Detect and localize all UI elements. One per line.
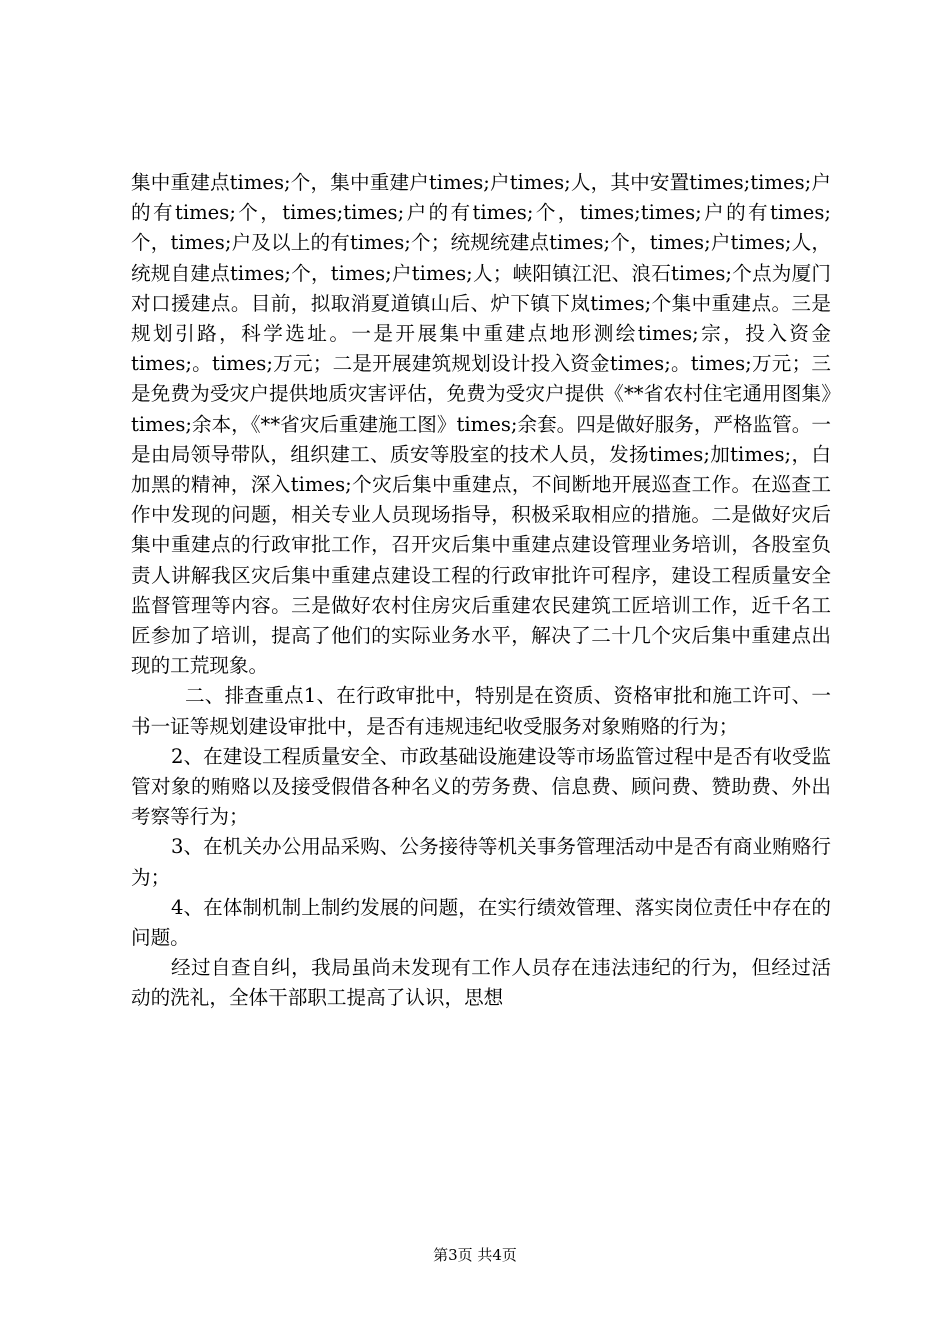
document-body [131, 168, 831, 1014]
page-number-footer: 第3页 共4页 [433, 1246, 517, 1264]
paragraph-inspection-item-4: 4、在体制机制上制约发展的问题，在实行绩效管理、落实岗位责任中存在的问题。 [131, 895, 831, 950]
paragraph-self-inspection-conclusion: 经过自查自纠，我局虽尚未发现有工作人员存在违法违纪的行为，但经过活动的洗礼，全体干部职工提高了认识，思想 [131, 956, 831, 1010]
paragraph-inspection-item-3: 3、在机关办公用品采购、公务接待等机关事务管理活动中是否有商业贿赂行为； [131, 835, 831, 889]
paragraph-inspection-item-1: 二、排查重点1、在行政审批中，特别是在资质、资格审批和施工许可、一书一证等规划建设审批中，是否有违规违纪收受服务对象贿赂的行为； [131, 684, 831, 738]
paragraph-inspection-item-2: 2、在建设工程质量安全、市政基础设施建设等市场监管过程中是否有收受监管对象的贿赂以及接受假借各种名义的劳务费、信息费、顾问费、赞助费、外出考察等行为； [131, 744, 831, 829]
paragraph-reconstruction-summary: 集中重建点times;个，集中重建户times;户times;人，其中安置times;times;户的有times;个，times;times;户的有times;个，times;times;户的有times;个，times;户及以上的有times;个；统规统建点times;个，times;户times;人，统规自建点times;个，times;户times;人；峡阳镇江汜、浪石times;个点为厦门对口援建点。目前，拟取消夏道镇山后、炉下镇下岚times;个集中重建点。三是规划引路，科学选址。一是开展集中重建点地形测绘times;宗，投入资金times;。times;万元；二是开展建筑规划设计投入资金times;。times;万元；三是免费为受灾户提供地质灾害评估，免费为受灾户提供《**省农村住宅通用图集》times;余本，《**省灾后重建施工图》times;余套。四是做好服务，严格监管。一是由局领导带队，组织建工、质安等股室的技术人员，发扬times;加times;，白加黑的精神，深入times;个灾后集中重建点，不间断地开展巡查工作。在巡查工作中发现的问题，相关专业人员现场指导，积极采取相应的措施。二是做好灾后集中重建点的行政审批工作，召开灾后集中重建点建设管理业务培训，各股室负责人讲解我区灾后集中重建点建设工程的行政审批许可程序，建设工程质量安全监督管理等内容。三是做好农村住房灾后重建农民建筑工匠培训工作，近千名工匠参加了培训，提高了他们的实际业务水平，解决了二十几个灾后集中重建点出现的工荒现象。 [131, 171, 831, 678]
